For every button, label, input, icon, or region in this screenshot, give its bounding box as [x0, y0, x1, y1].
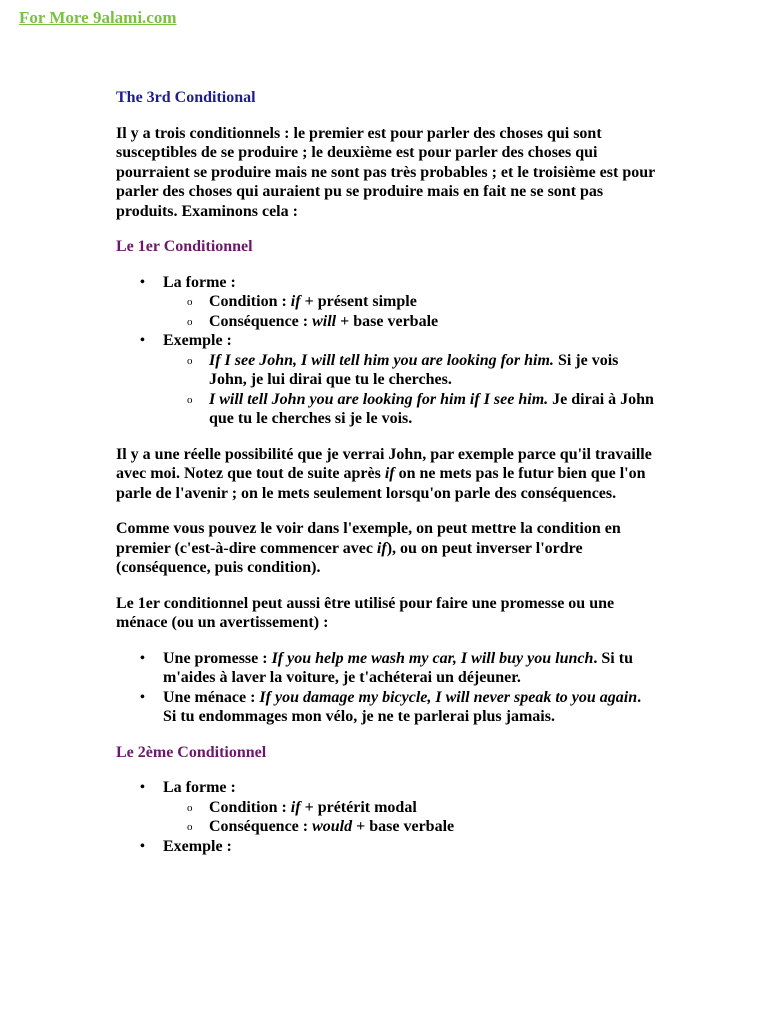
consequence-item [209, 312, 656, 332]
first-conditional-heading: Le 1er Conditionnel [116, 238, 253, 255]
example-item [163, 331, 656, 429]
site-link[interactable]: For More 9alami.com [19, 8, 177, 27]
example-item-2 [163, 837, 656, 857]
condition-if: if [290, 293, 301, 310]
promise-threat-paragraph: Le 1er conditionnel peut aussi être utilisé pour faire une promesse ou une ménace (ou un avertissement) : [116, 594, 615, 631]
threat-french: . Si tu endommages mon vélo, je ne te parlerai plus jamais. [163, 688, 642, 725]
form-label: La forme : [163, 273, 236, 291]
document-body [116, 88, 656, 872]
promise-french: . Si tu m'aides à laver la voiture, je t'achéterai un déjeuner. [163, 649, 633, 686]
order-if: if [376, 539, 387, 557]
example-sublist [163, 351, 656, 429]
condition-item [209, 292, 656, 312]
promise-threat-list [116, 649, 656, 727]
consequence-would: would [312, 818, 353, 835]
example-2-french: Je dirai à John que tu le cherches si je le vois. [209, 390, 654, 427]
possibility-if: if [384, 465, 395, 482]
promise-item [163, 649, 656, 688]
consequence-rest: + base verbale [336, 312, 439, 330]
consequence-rest-2: + base verbale [352, 818, 455, 835]
condition-if-2: if [290, 798, 301, 816]
form-item [163, 273, 656, 332]
possibility-text-b: on ne mets pas le futur bien que l'on parle de l'avenir ; on le mets seulement lorsqu'on parle des conséquences. [116, 465, 646, 502]
intro-paragraph: Il y a trois conditionnels : le premier est pour parler des choses qui sont susceptibles de se produire ; le deuxième est pour parler des choses qui pourraient se produire mais ne sont pas très probables ; et le troisième est pour parler des choses qui auraient pu se produire mais en fait ne se sont pas produits. Examinons cela : [116, 124, 655, 220]
second-conditional-heading: Le 2ème Conditionnel [116, 743, 267, 761]
order-paragraph [116, 519, 656, 578]
form-item-2 [163, 778, 656, 837]
example-2 [209, 390, 656, 429]
example-1 [209, 351, 656, 390]
threat-english: If you damage my bicycle, I will never speak to you again [259, 688, 638, 706]
possibility-paragraph [116, 445, 656, 504]
form-sublist [163, 292, 656, 331]
condition-rest: + présent simple [300, 293, 417, 310]
promise-label: Une promesse : [163, 649, 272, 667]
threat-label: Une ménace : [163, 688, 260, 706]
consequence-item-2 [209, 817, 656, 837]
promise-english: If you help me wash my car, I will buy you lunch [271, 649, 594, 667]
example-1-english: If I see John, I will tell him you are looking for him. [209, 351, 554, 369]
example-2-english: I will tell John you are looking for him if I see him. [209, 390, 549, 408]
example-label: Exemple : [163, 332, 232, 349]
second-conditional-list [116, 778, 656, 856]
document-title: The 3rd Conditional [116, 89, 256, 106]
example-1-french: Si je vois John, je lui dirai que tu le cherches. [209, 351, 619, 388]
consequence-label: Conséquence : [209, 312, 313, 330]
condition-label-2: Condition : [209, 798, 291, 816]
possibility-text-a: Il y a une réelle possibilité que je verrai John, par exemple parce qu'il travaille avec moi. Notez que tout de suite après [116, 445, 652, 482]
form-label-2: La forme : [163, 779, 236, 796]
consequence-label-2: Conséquence : [209, 818, 313, 835]
form-sublist-2 [163, 798, 656, 837]
condition-item-2 [209, 798, 656, 818]
order-text-a: Comme vous pouvez le voir dans l'exemple, on peut mettre la condition en premier (c'est-à-dire commencer avec [116, 520, 621, 557]
consequence-will: will [312, 312, 337, 330]
order-text-b: ), ou on peut inverser l'ordre (conséquence, puis condition). [116, 539, 583, 576]
condition-rest-2: + prétérit modal [300, 798, 417, 816]
threat-item [163, 688, 656, 727]
condition-label: Condition : [209, 293, 291, 310]
example-label-2: Exemple : [163, 837, 232, 855]
first-conditional-list [116, 273, 656, 429]
